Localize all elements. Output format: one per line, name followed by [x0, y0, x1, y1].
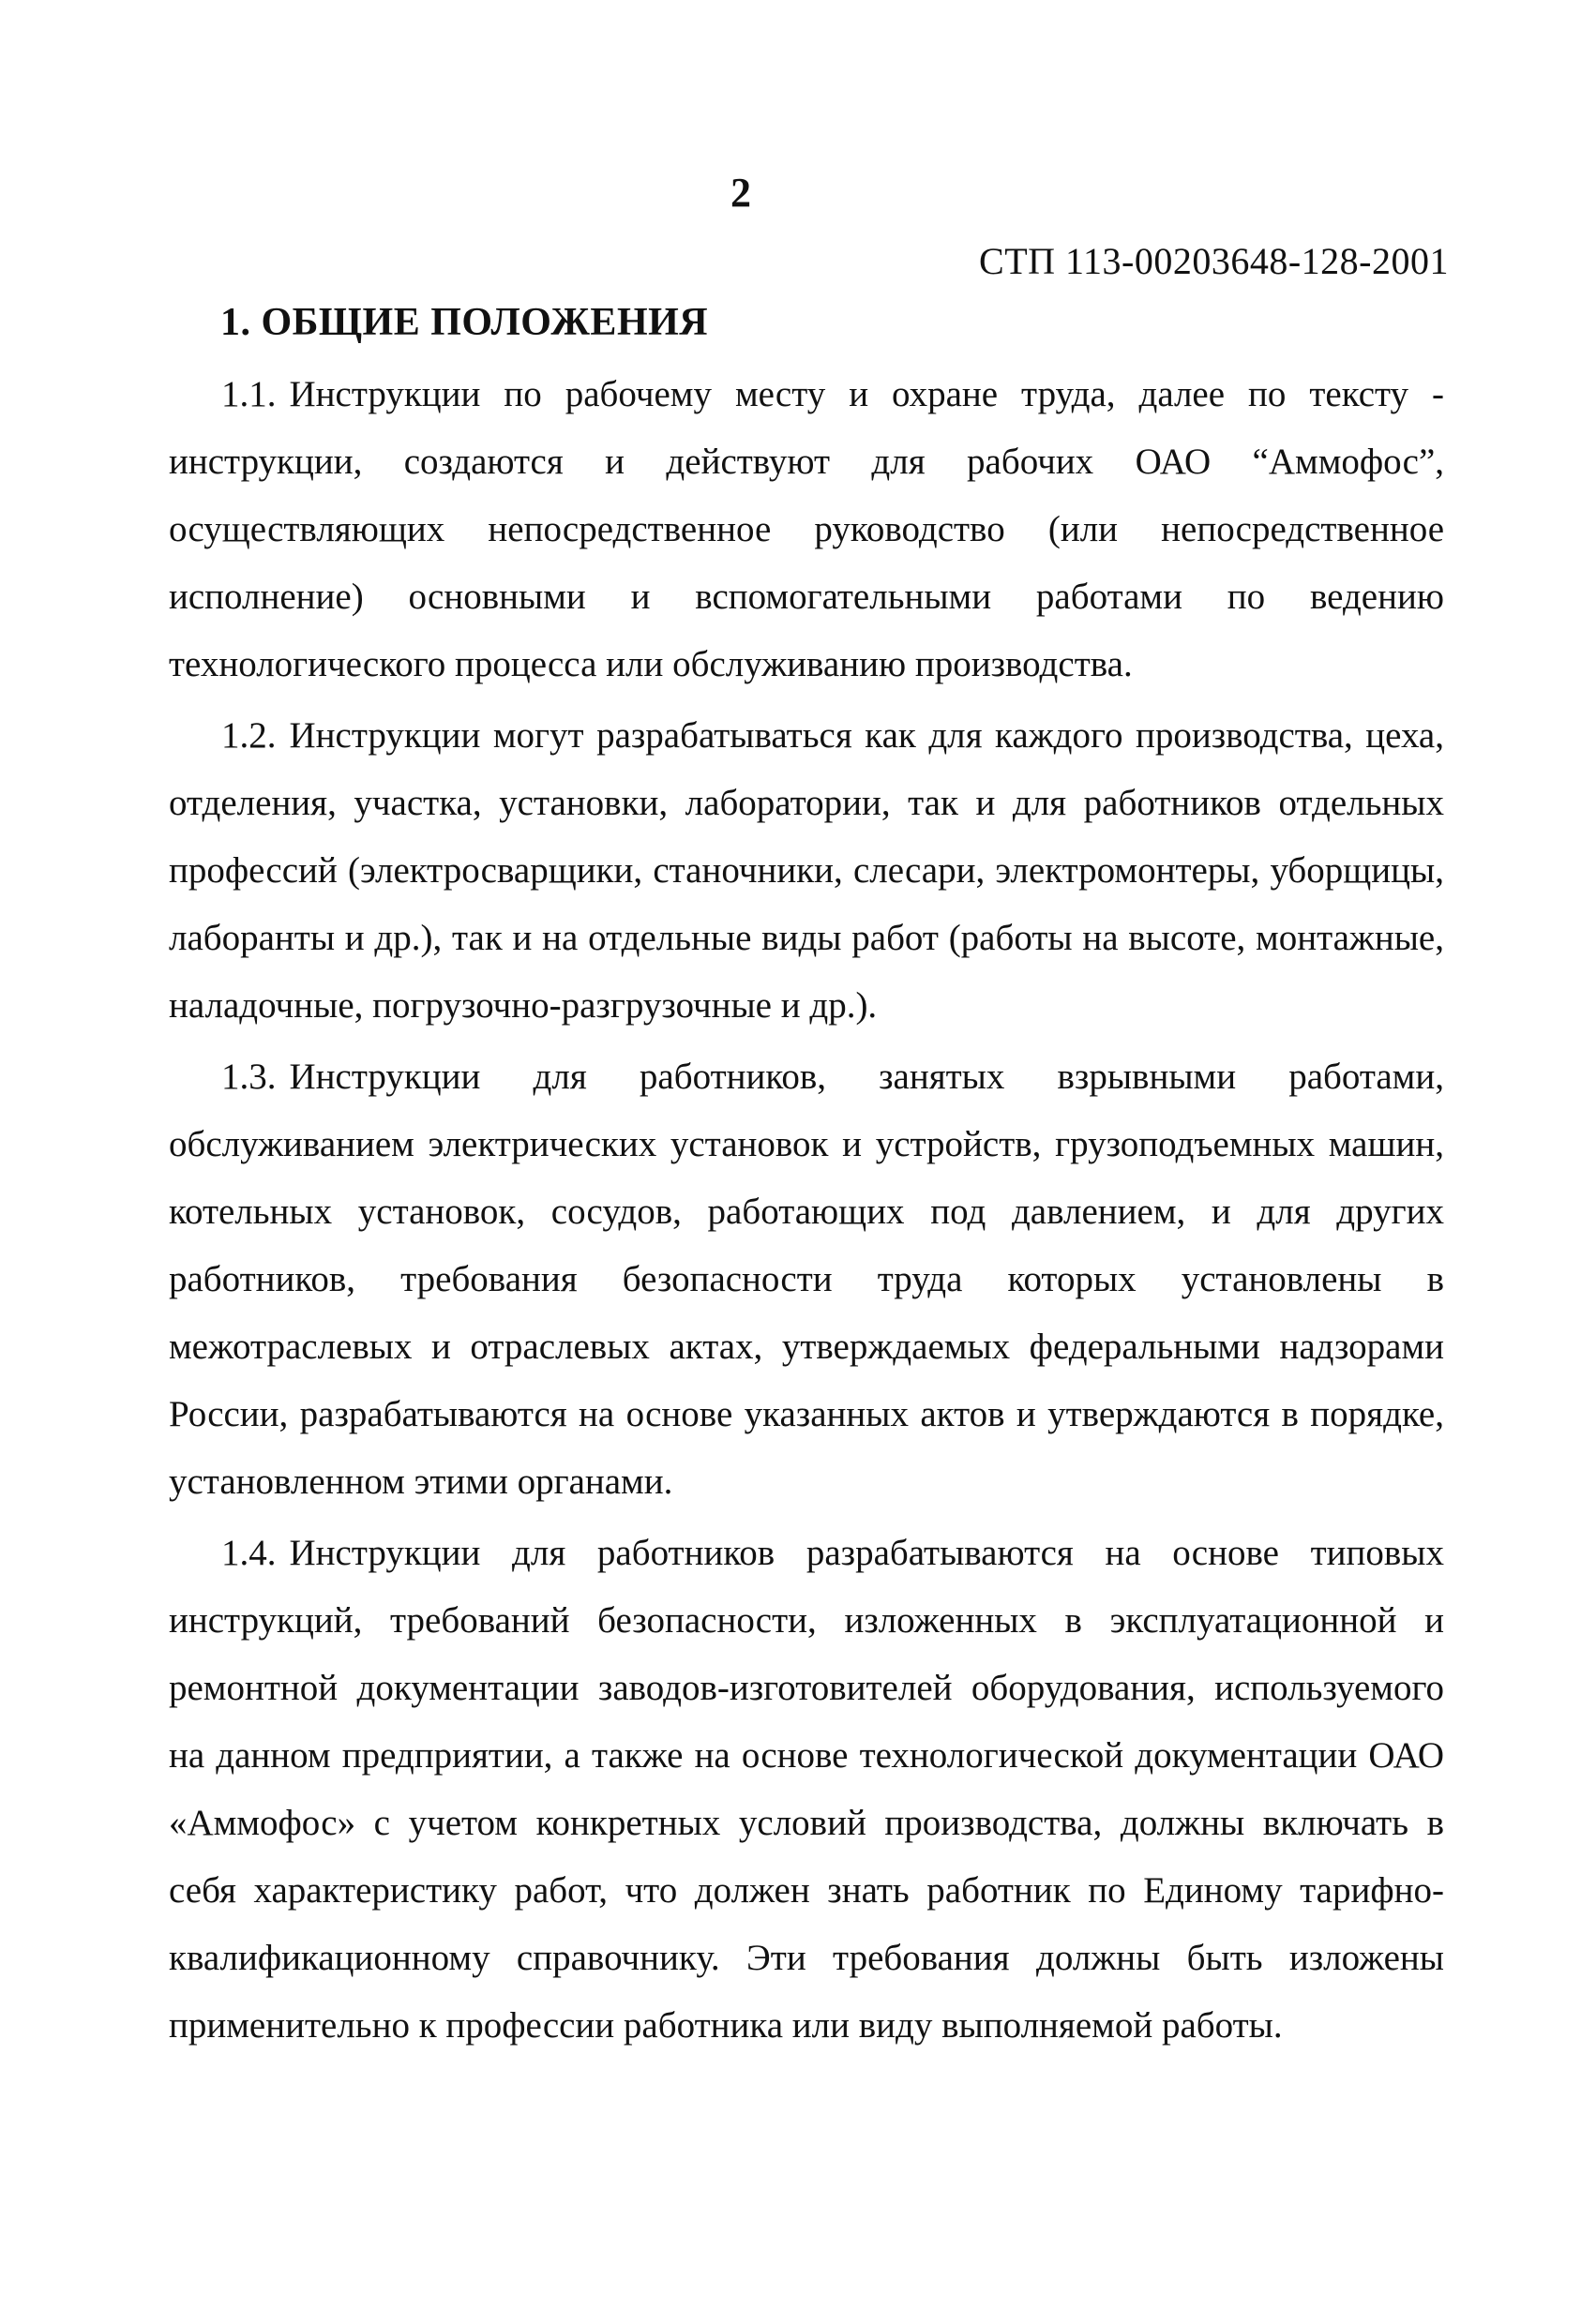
paragraph-number: 1.3.	[221, 1057, 277, 1097]
paragraph-text: Инструкции по рабочему месту и охране труда, далее по тексту - инструкции, создаются и действуют для рабочих ОАО “Аммофос”, осуществляющих непосредственное руководство (или непосредственное исполнение) основными и вспомогательными работами по ведению технологического процесса или обслуживанию производства.	[169, 374, 1444, 684]
paragraph-1-3	[169, 1043, 1444, 1516]
paragraph-1-2	[169, 702, 1444, 1040]
paragraph-1-1	[169, 361, 1444, 698]
page-number: 2	[730, 170, 751, 216]
paragraph-text: Инструкции для работников разрабатываются на основе типовых инструкций, требований безопасности, изложенных в эксплуатационной и ремонтной документации заводов-изготовителей оборудования, используемого на данном предприятии, а также на основе технологической документации ОАО «Аммофос» с учетом конкретных условий производства, должны включать в себя характеристику работ, что должен знать работник по Единому тарифно-квалификационному справочнику. Эти требования должны быть изложены применительно к профессии работника или виду выполняемой работы.	[169, 1533, 1444, 2046]
document-code: СТП 113-00203648-128-2001	[979, 240, 1449, 282]
paragraph-text: Инструкции для работников, занятых взрывными работами, обслуживанием электрических установок и устройств, грузоподъемных машин, котельных установок, сосудов, работающих под давлением, и для других работников, требования безопасности труда которых установлены в межотраслевых и отраслевых актах, утверждаемых федеральными надзорами России, разрабатываются на основе указанных актов и утверждаются в порядке, установленном этими органами.	[169, 1057, 1444, 1502]
paragraph-number: 1.4.	[221, 1533, 277, 1573]
paragraph-number: 1.2.	[221, 715, 277, 756]
paragraph-1-4	[169, 1520, 1444, 2060]
paragraph-text: Инструкции могут разрабатываться как для каждого производства, цеха, отделения, участка, установки, лаборатории, так и для работников отдельных профессий (электросварщики, станочники, слесари, электромонтеры, уборщицы, лаборанты и др.), так и на отдельные виды работ (работы на высоте, монтажные, наладочные, погрузочно-разгрузочные и др.).	[169, 715, 1444, 1026]
document-body	[169, 361, 1444, 2063]
paragraph-number: 1.1.	[221, 374, 277, 414]
section-title: 1. ОБЩИЕ ПОЛОЖЕНИЯ	[220, 301, 709, 344]
